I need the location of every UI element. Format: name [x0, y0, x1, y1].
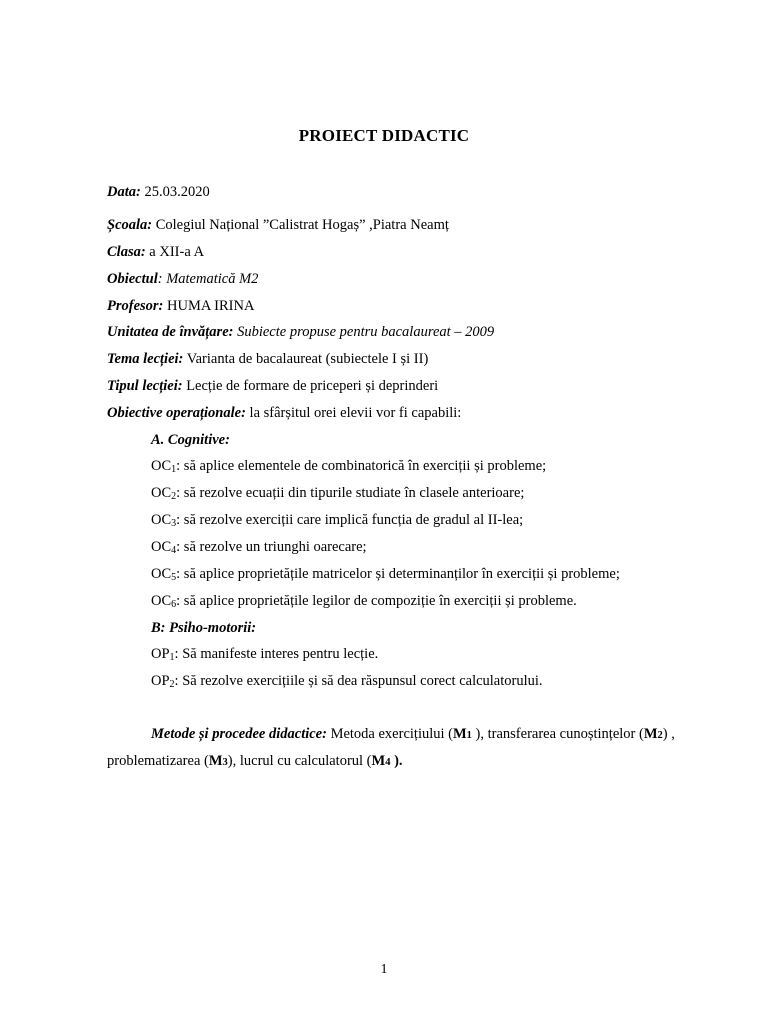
objective-item: $OC_2$: să rezolve ecuații din tipurile studiate în clasele anterioare; — [151, 485, 525, 502]
psiho-heading: B: Psiho-motorii: — [151, 620, 257, 636]
field-label: Profesor: — [107, 298, 164, 314]
field-value: HUMA IRINA — [163, 298, 255, 314]
field-scoala — [107, 217, 449, 234]
metode-line-2: problematizarea (M3), lucrul cu calculatorul (M4 ). — [107, 753, 403, 769]
field-label: Obiectul — [107, 271, 158, 287]
field-tipul — [107, 378, 438, 395]
field-label: Tema lecției: — [107, 351, 184, 367]
field-unitatea — [107, 324, 494, 341]
objective-item: $OC_4$: să rezolve un triunghi oarecare; — [151, 539, 367, 556]
field-label: Data: — [107, 184, 141, 200]
page-title: PROIECT DIDACTIC — [298, 126, 470, 145]
page-number: 1 — [380, 962, 388, 977]
field-obiectul — [107, 271, 258, 288]
field-label: Obiective operaționale: — [107, 405, 246, 421]
objective-item: $OC_1$: să aplice elementele de combinatorică în exerciții și probleme; — [151, 458, 547, 475]
cognitive-heading: A. Cognitive: — [151, 432, 230, 448]
field-value: 25.03.2020 — [140, 184, 210, 200]
field-value: Varianta de bacalaureat (subiectele I și II) — [183, 351, 429, 367]
field-label: Unitatea de învățare: — [107, 324, 234, 340]
field-value: Subiecte propuse pentru bacalaureat – 2009 — [233, 324, 495, 340]
field-value: Lecție de formare de priceperi și deprinderi — [182, 378, 439, 394]
objective-item: $OC_5$: să aplice proprietățile matricelor și determinanților în exerciții și probleme; — [151, 566, 620, 583]
objective-item: $OC_6$: să aplice proprietățile legilor de compoziție în exerciții și probleme. — [151, 593, 577, 610]
field-value: : Matematică M2 — [157, 271, 259, 287]
field-value: a XII-a A — [145, 244, 205, 260]
metode-label: Metode și procedee didactice: — [151, 726, 327, 742]
field-profesor — [107, 298, 254, 315]
field-data — [107, 184, 210, 201]
field-obiective — [107, 405, 461, 422]
field-label: Tipul lecției: — [107, 378, 183, 394]
field-label: Clasa: — [107, 244, 146, 260]
field-clasa — [107, 244, 204, 261]
field-label: Școala: — [107, 217, 153, 233]
field-value: la sfârșitul orei elevii vor fi capabili: — [245, 405, 462, 421]
objective-item: $OP_1$: Să manifeste interes pentru lecție. — [151, 646, 379, 663]
objective-item: $OP_2$: Să rezolve exercițiile și să dea răspunsul corect calculatorului. — [151, 673, 543, 690]
field-tema — [107, 351, 428, 368]
metode-line-1: Metode și procedee didactice: Metoda exercițiului (M1 ), transferarea cunoștințelor (M2) , — [151, 726, 675, 742]
objective-item: $OC_3$: să rezolve exerciții care implică funcția de gradul al II-lea; — [151, 512, 524, 529]
field-value: Colegiul Național ”Calistrat Hogaș” ,Piatra Neamț — [152, 217, 449, 233]
